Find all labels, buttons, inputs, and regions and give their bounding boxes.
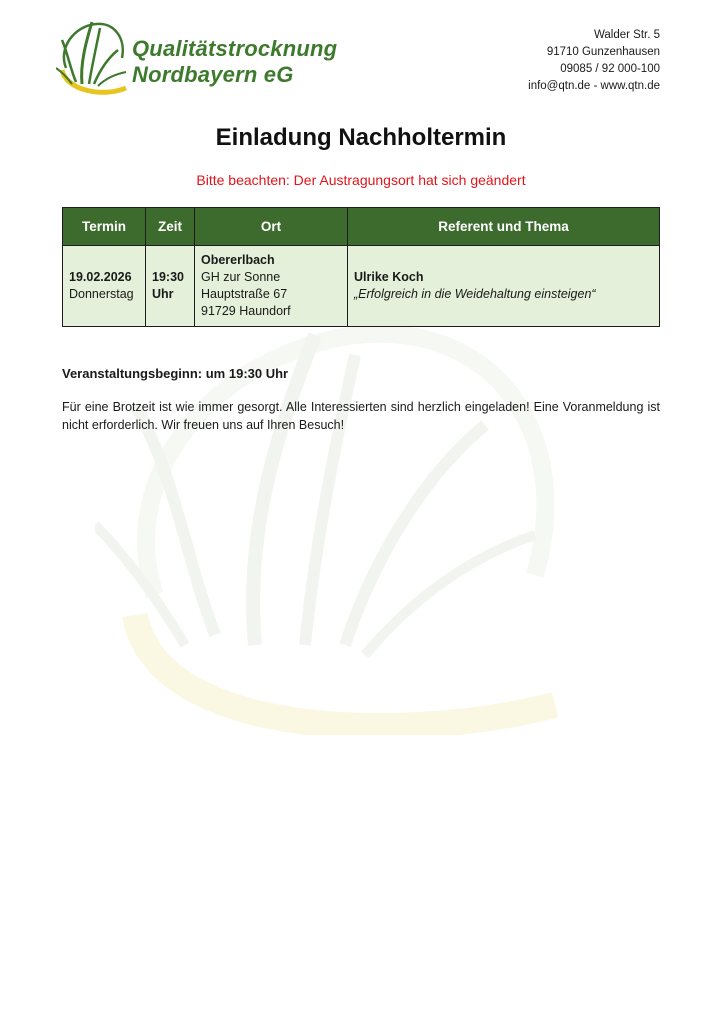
- address-street: Walder Str. 5: [593, 29, 660, 41]
- table-header-row: [63, 208, 660, 246]
- info-paragraph: Für eine Brotzeit ist wie immer gesorgt. Alle Interessierten sind herzlich eingeladen! Eine Voranmeldung ist nicht erforderlich. Wir freuen uns auf Ihren Besuch!: [62, 400, 660, 432]
- venue-name: GH zur Sonne: [201, 270, 281, 284]
- talk-topic: „Erfolgreich in die Weidehaltung einsteigen“: [354, 287, 596, 301]
- grass-logo-icon: [56, 18, 130, 96]
- place-name: Obererlbach: [201, 253, 275, 267]
- cell-referent: [348, 246, 660, 327]
- header-ort: Ort: [195, 208, 348, 246]
- event-date: 19.02.2026: [69, 270, 132, 284]
- logo-text-line1: Qualitätstrocknung: [132, 36, 338, 61]
- venue-zip-city: 91729 Haundorf: [201, 304, 291, 318]
- header-termin: Termin: [63, 208, 146, 246]
- logo-text-line2: Nordbayern eG: [132, 62, 294, 87]
- company-logo: [56, 18, 356, 96]
- speaker-name: Ulrike Koch: [354, 270, 424, 284]
- cell-termin: [63, 246, 146, 327]
- location-change-notice: Bitte beachten: Der Austragungsort hat sich geändert: [196, 172, 526, 188]
- event-time-unit: Uhr: [152, 287, 174, 301]
- cell-zeit: [146, 246, 195, 327]
- cell-ort: [195, 246, 348, 327]
- page-title: Einladung Nachholtermin: [215, 124, 507, 151]
- event-start: Veranstaltungsbeginn: um 19:30 Uhr: [62, 366, 289, 381]
- table-row: [63, 246, 660, 327]
- event-weekday: Donnerstag: [69, 287, 134, 301]
- address-city: 91710 Gunzenhausen: [546, 46, 660, 58]
- event-table: [62, 207, 660, 327]
- venue-street: Hauptstraße 67: [201, 287, 288, 301]
- address-web[interactable]: info@qtn.de - www.qtn.de: [528, 80, 660, 92]
- address-block: [528, 27, 660, 95]
- address-phone: 09085 / 92 000-100: [560, 63, 660, 75]
- header-zeit: Zeit: [146, 208, 195, 246]
- event-time: 19:30: [152, 270, 184, 284]
- header-referent: Referent und Thema: [348, 208, 660, 246]
